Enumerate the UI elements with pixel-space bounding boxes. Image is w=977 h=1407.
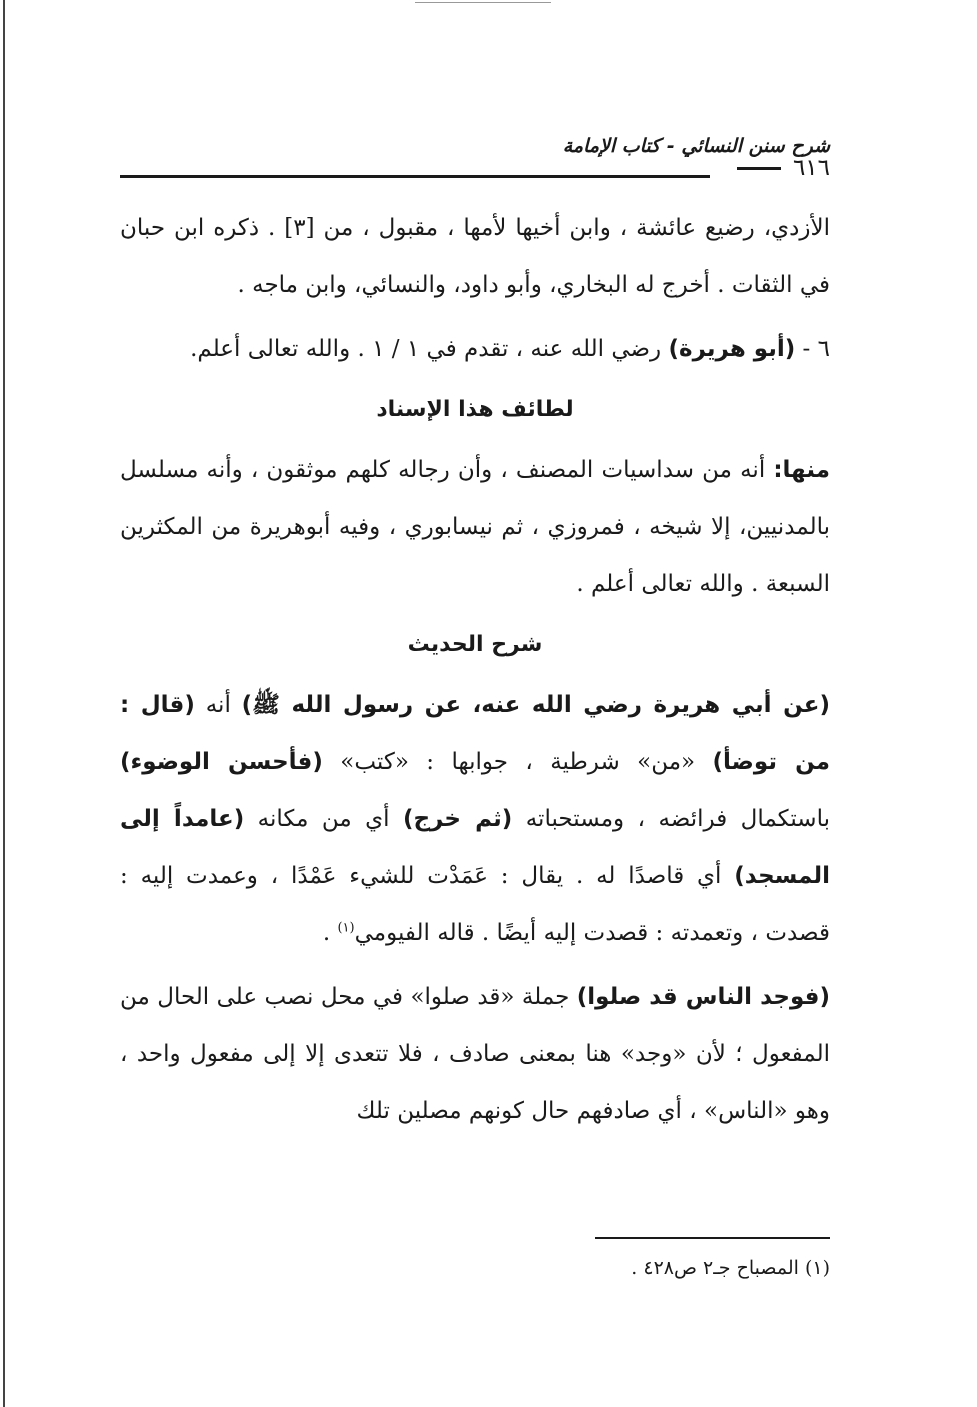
footnote-marker: (١) xyxy=(337,920,355,936)
hadith-paragraph-2 xyxy=(120,969,830,1140)
page-edge-line xyxy=(3,0,5,1407)
hadith-quote: (عن أبي هريرة رضي الله عنه، عن رسول الله ﷺ) xyxy=(241,692,831,718)
page-number: ٦١٦ xyxy=(792,155,830,181)
section-heading-hadith: شرح الحديث xyxy=(407,632,543,657)
paragraph-text: باستكمال فرائضه ، ومستحباته xyxy=(512,806,830,832)
hadith-quote: (فأحسن الوضوء) xyxy=(120,749,323,775)
paragraph-text: الأزدي، رضيع عائشة ، وابن أخيها لأمها ، مقبول ، من [٣] . ذكره ابن حبان في الثقات . أخرج له البخاري، وأبو داود، والنسائي، وابن ماجه . xyxy=(120,215,830,298)
narrator-paragraph-continued xyxy=(120,200,830,314)
paragraph-text: أنه xyxy=(194,692,242,718)
hadith-paragraph-1 xyxy=(120,677,830,962)
section-heading-isnad: لطائف هذا الإسناد xyxy=(376,397,574,422)
paragraph-text: جملة «قد صلوا» في محل نصب على الحال من المفعول ؛ لأن «وجد» هنا بمعنى صادف ، فلا تتعدى إلا إلى مفعول واحد ، وهو «الناس» ، أي صادفهم حال كونهم مصلين تلك xyxy=(120,984,830,1124)
hadith-quote: (عامداً إلى المسجد) xyxy=(120,806,830,889)
paragraph-text: رضي الله عنه ، تقدم في ١ / ١ . والله تعالى أعلم. xyxy=(190,336,669,362)
paragraph-text: . xyxy=(322,920,338,946)
page-header xyxy=(120,135,830,195)
isnad-paragraph xyxy=(120,442,830,613)
narrator-name: (أبو هريرة) xyxy=(668,336,796,362)
paragraph-text: أنه من سداسيات المصنف ، وأن رجاله كلهم موثقون ، وأنه مسلسل بالمدنيين، إلا شيخه ، فمروزي ، ثم نيسابوري ، وفيه أبوهريرة من المكثرين السبعة . والله تعالى أعلم . xyxy=(120,457,830,597)
bold-lead: منها: xyxy=(773,457,830,483)
page-body xyxy=(120,200,830,1140)
hadith-quote: (قال : من توضأ) xyxy=(120,692,831,775)
item-number: ٦ - xyxy=(795,336,830,362)
paragraph-text: أي من مكانه xyxy=(244,806,403,832)
paragraph-text: «من» شرطية ، جوابها : «كتب» xyxy=(322,749,713,775)
hadith-quote: (ثم خرج) xyxy=(402,806,513,832)
hadith-quote: (فوجد الناس قد صلوا) xyxy=(576,984,830,1010)
footnote-rule xyxy=(595,1237,830,1239)
header-rule xyxy=(120,175,710,178)
paragraph-text: أي قاصدًا له . يقال : عَمَدْت للشيء عَمْدًا ، وعمدت إليه : قصدت ، وتعمدته : قصدت إليه أيضًا . قاله الفيومي xyxy=(120,863,830,946)
page-number-block xyxy=(737,155,830,181)
footnote: (١) المصباح جـ٢ ص٤٢٨ . xyxy=(631,1257,830,1279)
narrator-paragraph-6 xyxy=(120,321,830,378)
top-scan-line xyxy=(415,2,551,3)
page-number-dash xyxy=(737,167,781,170)
running-title: شرح سنن النسائي - كتاب الإمامة xyxy=(562,135,830,157)
